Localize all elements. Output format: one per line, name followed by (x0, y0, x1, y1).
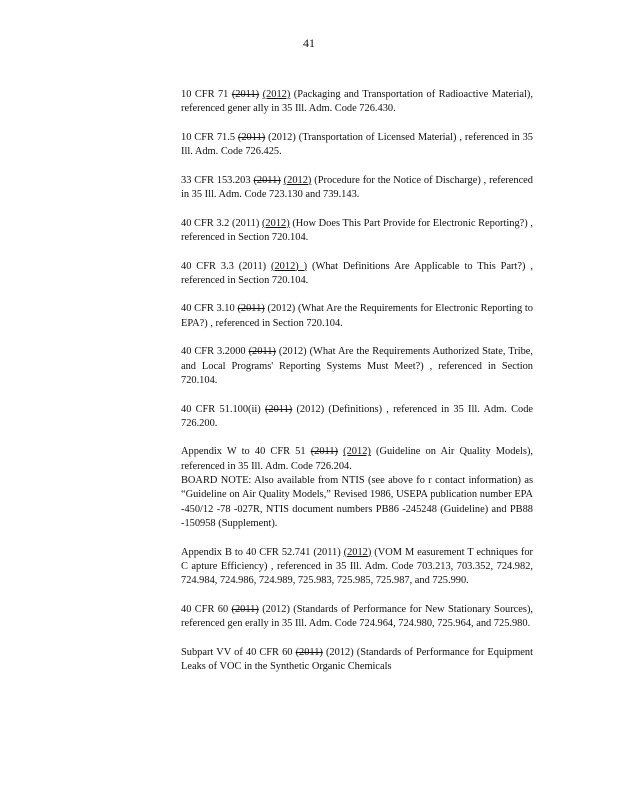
entry-text: 40 CFR 51.100(ii) (181, 403, 265, 415)
deleted-text: (2011) (231, 603, 259, 615)
reference-entry (181, 174, 533, 203)
deleted-text: (2011) (253, 174, 281, 186)
board-note: BOARD NOTE: Also available from NTIS (see above fo r contact information) as “Guideline on Air Quality Models,” Revised 1986, USEPA publication number EPA -450/12 -78 -027R, NTIS document numbers PB86 -245248 (Guideline) and PB88 -150958 (Supplement). (181, 475, 533, 529)
deleted-text: (2011) (310, 446, 339, 458)
reference-entry (181, 131, 533, 160)
inserted-text: (2012) (262, 89, 291, 100)
entry-text: 33 CFR 153.203 (181, 174, 254, 186)
entry-text: (Procedure for the Notice of Discharge) , referenced in 35 Ill. Adm. Code 723.130 and 739.143. (181, 174, 533, 201)
inserted-text: (2012) ) (271, 260, 308, 272)
entry-text: 10 CFR 71.5 (181, 131, 238, 143)
deleted-text: (2011) (295, 646, 323, 658)
inserted-text: (2012) (343, 446, 371, 458)
reference-entry (181, 260, 533, 289)
entry-text: (2012) (Standards of Performance for New Stationary Sources), referenced gen erally in 35 Ill. Adm. Code 724.964, 724.980, 725.964, and 725.980. (181, 603, 534, 629)
deleted-text: (2011) (264, 403, 293, 415)
entry-text: (What Definitions Are Applicable to This Part?) , referenced in Section 720.104. (181, 260, 533, 286)
entry-text: 40 CFR 3.3 (2011) (181, 260, 272, 272)
entry-text: Appendix B to 40 CFR 52.741 (2011) (181, 546, 344, 558)
reference-entry (181, 646, 533, 675)
reference-entry (181, 345, 533, 388)
inserted-text: (2012) (261, 217, 290, 229)
entry-text: 10 CFR 71 (181, 89, 232, 100)
reference-entry (181, 603, 533, 632)
entry-text: (2012) (Standards of Performance for Equipment Leaks of VOC in the Synthetic Organic Chemicals (181, 646, 533, 672)
reference-entry (181, 302, 533, 331)
entry-text: (2012) (Transportation of Licensed Material) , referenced in 35 Ill. Adm. Code 726.425. (181, 131, 533, 158)
deleted-text: (2011) (237, 131, 266, 143)
reference-list (181, 88, 533, 688)
entry-text: 40 CFR 3.2000 (181, 346, 249, 358)
entry-text: (Guideline on Air Quality Models), referenced in 35 Ill. Adm. Code 726.204. (181, 446, 533, 472)
deleted-text: (2011) (248, 346, 276, 358)
entry-text: Subpart VV of 40 CFR 60 (181, 646, 296, 658)
inserted-text: (2012) (283, 174, 312, 186)
entry-text: 40 CFR 3.2 (2011) (181, 217, 262, 229)
entry-text: (How Does This Part Provide for Electronic Reporting?) , referenced in Section 720.104. (181, 217, 533, 243)
entry-text: (2012) (What Are the Requirements Authorized State, Tribe, and Local Programs' Reporting Systems Must Meet?) , referenced in Section 720.104. (181, 346, 533, 386)
entry-text: (2012) (What Are the Requirements for Electronic Reporting to EPA?) , referenced in Section 720.104. (181, 303, 533, 329)
entry-text: 40 CFR 60 (181, 603, 232, 615)
reference-entry (181, 217, 533, 246)
reference-entry (181, 445, 533, 531)
deleted-text: (2011) (237, 303, 265, 315)
entry-text: Appendix W to 40 CFR 51 (181, 446, 311, 458)
entry-text: (Packaging and Transportation of Radioactive Material), referenced gener ally in 35 Ill. Adm. Code 726.430. (181, 89, 533, 115)
reference-entry (181, 88, 533, 117)
entry-text: 40 CFR 3.10 (181, 303, 238, 315)
entry-text: (2012) (Definitions) , referenced in 35 Ill. Adm. Code 726.200. (181, 403, 533, 429)
page-number: 41 (303, 36, 315, 50)
deleted-text: (2011) (231, 89, 260, 100)
entry-text: (VOM M easurement T echniques for C apture Efficiency) , referenced in 35 Ill. Adm. Code 703.213, 703.352, 724.982, 724.984, 724.986, 724.989, 725.983, 725.985, 725.987, and 725.990. (181, 546, 533, 587)
reference-entry (181, 546, 533, 589)
inserted-text: (2012) (343, 546, 372, 558)
reference-entry (181, 403, 533, 432)
